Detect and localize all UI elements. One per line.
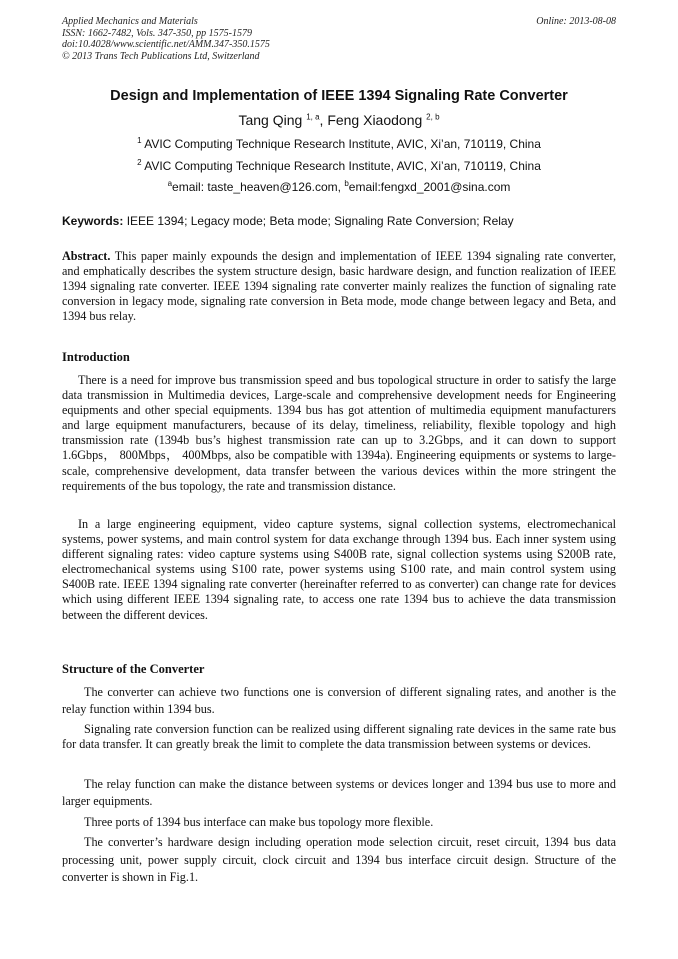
structure-paragraph-1: The converter can achieve two functions one is conversion of different signaling rates, and another is the relay function within 1394 bus.	[62, 685, 616, 716]
structure-paragraph-4: Three ports of 1394 bus interface can make bus topology more flexible.	[84, 815, 434, 829]
author-affiliation-mark: 2, b	[426, 112, 440, 122]
paper-title: Design and Implementation of IEEE 1394 Signaling Rate Converter	[110, 88, 568, 104]
intro-paragraph-2: In a large engineering equipment, video capture systems, signal collection systems, electromechanical systems, power systems, and main control system for data exchange through 1394 bus. Each inner system using different signaling rates: video capture systems using S400B rate, signal collection systems using S200B rate, electromechanical systems using S100 rate, power systems using S100 rate, and main control system using S400B rate. IEEE 1394 signaling rate converter (hereinafter referred to as converter) can change rate for devices which using different IEEE 1394 signaling rate, to access one rate 1394 bus to achieve the data transmission between the different devices.	[62, 517, 616, 622]
author-name: Tang Qing	[238, 112, 303, 128]
affiliation-mark: 1	[137, 136, 142, 145]
affiliation-text: AVIC Computing Technique Research Institute, AVIC, Xi’an, 710119, China	[144, 137, 541, 151]
affiliation-mark: 2	[137, 158, 142, 167]
abstract-text: This paper mainly expounds the design and implementation of IEEE 1394 signaling rate converter, and emphatically describes the system structure design, basic hardware design, and function realization of IEEE 1394 signaling rate converter. IEEE 1394 signaling rate converter mainly realizes the function of signaling rate conversion in legacy mode, signaling rate conversion in Beta mode, mode change between legacy and Beta, and 1394 bus relay.	[62, 249, 616, 324]
author-affiliation-mark: 1, a	[306, 112, 320, 122]
structure-paragraph-3: The relay function can make the distance between systems or devices longer and 1394 bus use to more and larger equipments.	[62, 777, 616, 808]
copyright-line: © 2013 Trans Tech Publications Ltd, Switzerland	[62, 50, 260, 62]
email-text: email:fengxd_2001@sina.com	[348, 180, 511, 194]
author-line	[62, 112, 616, 128]
email-mark: b	[344, 179, 349, 188]
affiliation-1	[62, 137, 616, 151]
section-heading-introduction: Introduction	[62, 350, 130, 364]
keywords-line	[62, 214, 616, 228]
author-separator: ,	[319, 112, 328, 128]
doi-line: doi:10.4028/www.scientific.net/AMM.347-350.1575	[62, 39, 270, 50]
abstract-label: Abstract.	[62, 249, 111, 263]
structure-paragraph-2: Signaling rate conversion function can be realized using different signaling rate devices in the same rate bus for data transfer. It can greatly break the limit to complete the data transmission between systems or devices.	[62, 722, 616, 752]
affiliation-2	[62, 159, 616, 173]
section-heading-structure: Structure of the Converter	[62, 662, 205, 676]
online-date: Online: 2013-08-08	[536, 16, 616, 27]
email-text: email: taste_heaven@126.com,	[172, 180, 345, 194]
journal-name: Applied Mechanics and Materials	[62, 16, 198, 27]
abstract	[62, 249, 616, 324]
author-name: Feng Xiaodong	[327, 112, 423, 128]
intro-paragraph-1: There is a need for improve bus transmission speed and bus topological structure in order to satisfy the large data transmission in Multimedia devices, Large-scale and comprehensive development needs for Engineering equipments and other special equipments. 1394 bus has got attention of multimedia equipment manufacturers and large equipment manufacturers, because of its delay, timeliness, reliability, flexible topology and high transmission rate (1394b bus’s highest transmission rate can up to 3.2Gbps, and it can down to support 1.6Gbps， 800Mbps， 400Mbps, also be compatible with 1394a). Engineering equipments or systems to large-scale, comprehensive development, data transfer between the various devices within the more stringent the requirements of the bus topology, the rate and transmission distance.	[62, 373, 616, 493]
issn-line: ISSN: 1662-7482, Vols. 347-350, pp 1575-1579	[62, 27, 252, 39]
affiliation-text: AVIC Computing Technique Research Institute, AVIC, Xi’an, 710119, China	[144, 159, 541, 173]
email-line	[62, 180, 616, 194]
keywords-label: Keywords:	[62, 214, 124, 228]
journal-header	[62, 16, 616, 62]
email-mark: a	[167, 179, 173, 188]
structure-paragraph-5: The converter’s hardware design including operation mode selection circuit, reset circuit, 1394 bus data processing unit, power supply circuit, clock circuit and 1394 bus interface circuit design. Structure of the converter is shown in Fig.1.	[62, 835, 616, 884]
keywords-text: IEEE 1394; Legacy mode; Beta mode; Signaling Rate Conversion; Relay	[126, 214, 514, 228]
